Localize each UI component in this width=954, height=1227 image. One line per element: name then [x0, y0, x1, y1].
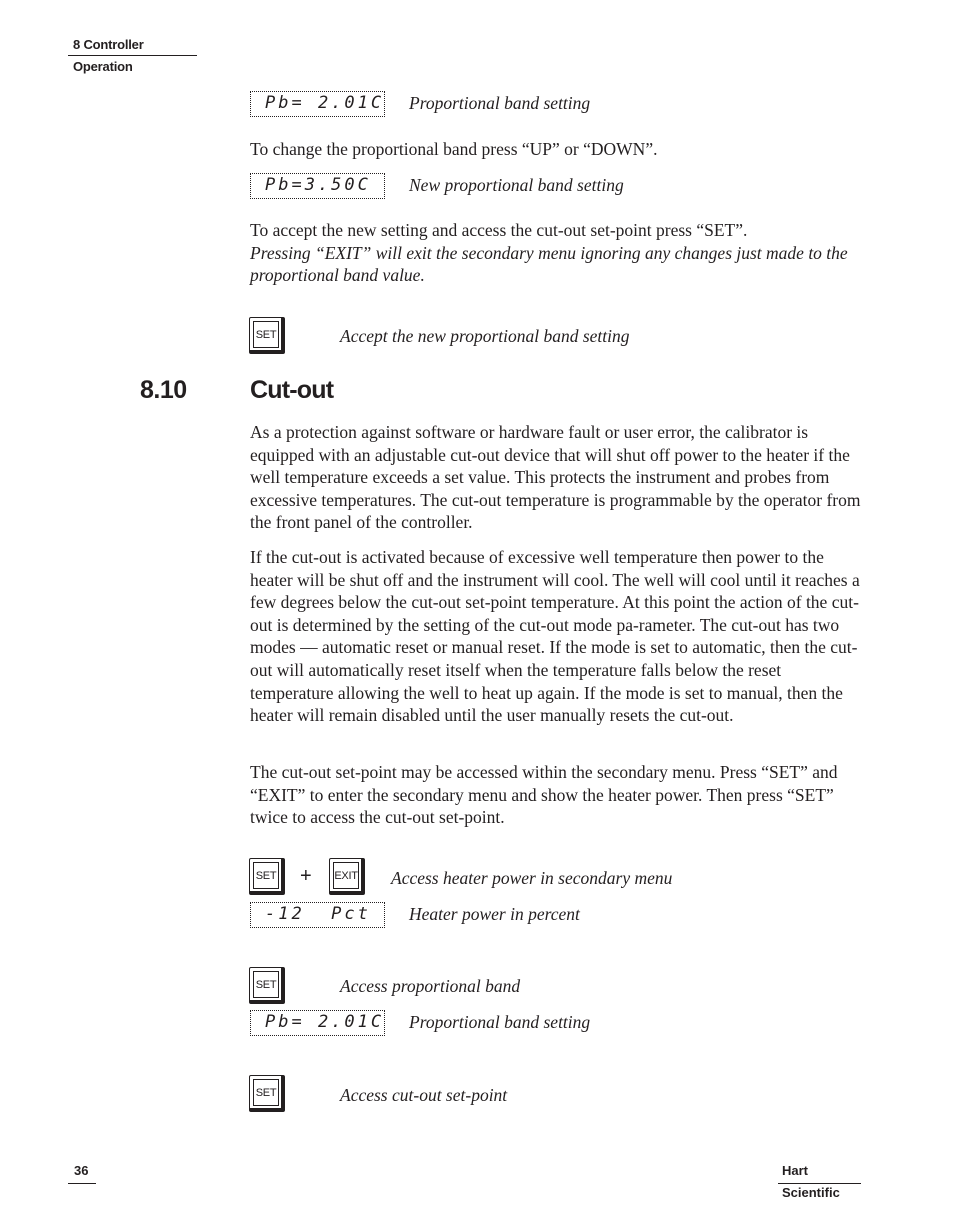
paragraph-text: If the cut-out is activated because of excessive well temperature then power to the heater will be shut off and the instrument will cool. The well will cool until it reaches a few degrees below the cut-out set-point temperature. At this point the action of the cut-out is determined by the setting of the cut-out mode pa-rameter. The cut-out has two modes — automatic reset or manual reset. If the mode is set to automatic, then the cut-out will automatically reset itself when the temperature falls below the reset temperature allowing the well to heat up again. If the mode is set to manual, then the heater will remain disabled until the user manually resets the cut-out. — [250, 547, 860, 726]
lcd-display: Pb= 2.01C — [250, 1010, 385, 1036]
footer-brand: Hart Scientific — [778, 1160, 861, 1184]
page-number: 36 — [68, 1160, 96, 1184]
lcd-caption: New proportional band setting — [409, 175, 624, 195]
lcd-caption: Proportional band setting — [409, 1012, 591, 1032]
lcd-display: -12 Pct — [250, 902, 385, 928]
key-caption: Access proportional band — [340, 976, 521, 996]
paragraph — [250, 761, 868, 829]
key-label: SET — [253, 971, 279, 998]
italic-note: Pressing “EXIT” will exit the secondary menu ignoring any changes just made to the proportional band value. — [250, 242, 848, 286]
lcd-display: Pb=3.50C — [250, 173, 385, 199]
paragraph — [250, 546, 868, 727]
key-label: SET — [253, 1079, 279, 1106]
paragraph-text: The cut-out set-point may be accessed within the secondary menu. Press “SET” and “EXIT” to enter the secondary menu and show the heater power. Then press “SET” twice to access the cut-out set-point. — [250, 762, 838, 828]
paragraph — [250, 138, 868, 161]
set-key[interactable] — [249, 317, 285, 354]
paragraph — [250, 421, 868, 534]
key-label: EXIT — [333, 862, 359, 889]
lcd-display: Pb= 2.01C — [250, 91, 385, 117]
exit-key[interactable] — [329, 858, 365, 895]
lcd-caption: Heater power in percent — [409, 904, 580, 924]
set-key[interactable] — [249, 858, 285, 895]
set-key[interactable] — [249, 1075, 285, 1112]
paragraph — [250, 219, 868, 287]
key-caption: Accept the new proportional band setting — [340, 326, 630, 346]
paragraph-text: As a protection against software or hardware fault or user error, the calibrator is equipped with an adjustable cut-out device that will shut off power to the heater if the well temperature exceeds a set value. This protects the instrument and probes from excessive temperatures. The cut-out temperature is programmable by the operator from the front panel of the controller. — [250, 422, 861, 533]
running-header: 8 Controller Operation — [68, 34, 197, 56]
section-title: Cut-out — [250, 376, 334, 404]
key-caption: Access cut-out set-point — [340, 1085, 508, 1105]
lcd-caption: Proportional band setting — [409, 93, 591, 113]
paragraph-text: To accept the new setting and access the cut-out set-point press “SET”. — [250, 220, 748, 240]
section-number: 8.10 — [140, 376, 187, 404]
key-caption: Access heater power in secondary menu — [391, 868, 673, 888]
key-label: SET — [253, 321, 279, 348]
plus-sign: + — [300, 865, 312, 887]
key-label: SET — [253, 862, 279, 889]
paragraph-text: To change the proportional band press “UP” or “DOWN”. — [250, 139, 658, 159]
set-key[interactable] — [249, 967, 285, 1004]
